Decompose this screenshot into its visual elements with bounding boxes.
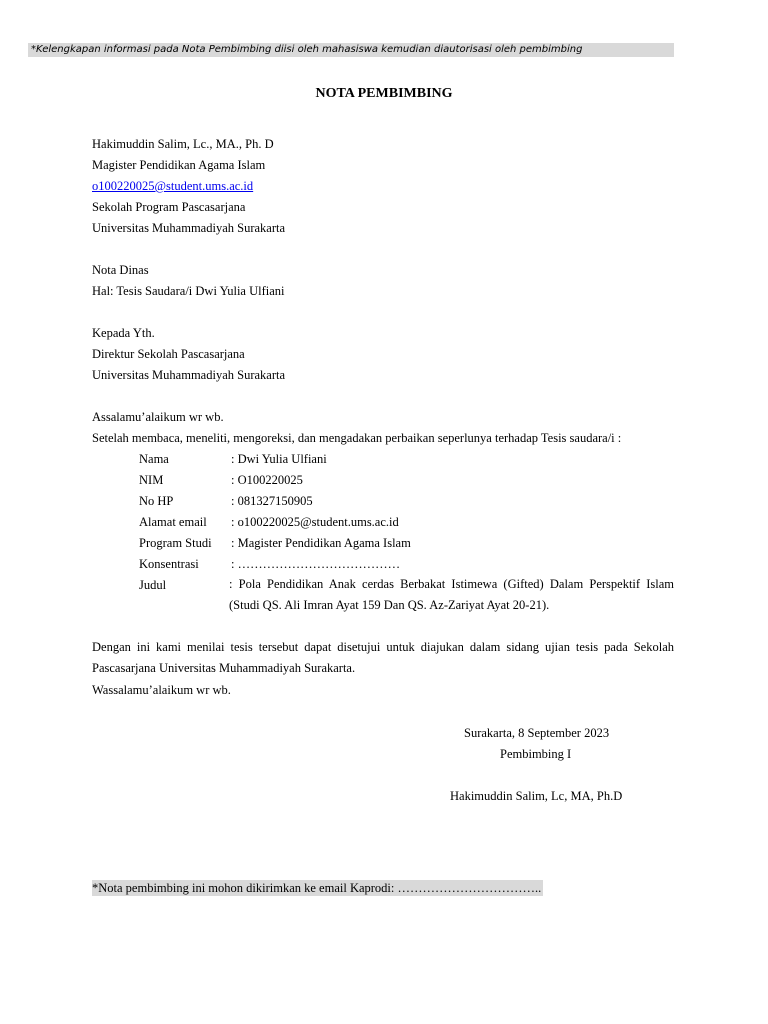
field-label: NIM [139, 473, 164, 487]
field-value: : Dwi Yulia Ulfiani [231, 452, 327, 466]
sender-school: Sekolah Program Pascasarjana [92, 200, 246, 214]
field-label: Konsentrasi [139, 557, 199, 571]
recipient-salutation: Kepada Yth. [92, 326, 155, 340]
memo-subject: Hal: Tesis Saudara/i Dwi Yulia Ulfiani [92, 284, 285, 298]
sender-name: Hakimuddin Salim, Lc., MA., Ph. D [92, 137, 274, 151]
greeting: Assalamu’alaikum wr wb. [92, 410, 224, 424]
thesis-title-value: : Pola Pendidikan Anak cerdas Berbakat Istimewa (Gifted) Dalam Perspektif Islam (Studi QS. Ali Imran Ayat 159 Dan QS. Az-Zariyat Ayat 20-21). [229, 577, 674, 612]
recipient-university: Universitas Muhammadiyah Surakarta [92, 368, 286, 382]
signature-role: Pembimbing I [500, 747, 572, 761]
signature-name: Hakimuddin Salim, Lc, MA, Ph.D [450, 789, 623, 803]
field-label: No HP [139, 494, 174, 508]
signature-place-date: Surakarta, 8 September 2023 [464, 726, 610, 740]
intro-text: Setelah membaca, meneliti, mengoreksi, dan mengadakan perbaikan seperlunya terhadap Tesis saudara/i : [92, 431, 622, 445]
document-title: NOTA PEMBIMBING [315, 86, 453, 101]
field-value: : ………………………………… [231, 557, 401, 571]
field-value: : O100220025 [231, 473, 303, 487]
recipient-title: Direktur Sekolah Pascasarjana [92, 347, 245, 361]
field-label: Judul [139, 578, 167, 592]
field-value: : Magister Pendidikan Agama Islam [231, 536, 411, 550]
field-label: Program Studi [139, 536, 212, 550]
sender-university: Universitas Muhammadiyah Surakarta [92, 221, 286, 235]
conclusion-text: Dengan ini kami menilai tesis tersebut dapat disetujui untuk diajukan dalam sidang ujian tesis pada Sekolah Pascasarjana Universitas Muhammadiyah Surakarta. [92, 640, 674, 675]
closing: Wassalamu’alaikum wr wb. [92, 683, 231, 697]
header-note: *Kelengkapan informasi pada Nota Pembimbing diisi oleh mahasiswa kemudian diautorisasi oleh pembimbing [28, 43, 674, 57]
sender-email-link[interactable]: o100220025@student.ums.ac.id [92, 179, 254, 193]
memo-type: Nota Dinas [92, 263, 149, 277]
sender-program: Magister Pendidikan Agama Islam [92, 158, 266, 172]
field-value: : o100220025@student.ums.ac.id [231, 515, 399, 529]
field-label: Nama [139, 452, 169, 466]
field-value: : 081327150905 [231, 494, 313, 508]
footer-note: *Nota pembimbing ini mohon dikirimkan ke email Kaprodi: …………………………….. [92, 881, 542, 895]
field-label: Alamat email [139, 515, 207, 529]
